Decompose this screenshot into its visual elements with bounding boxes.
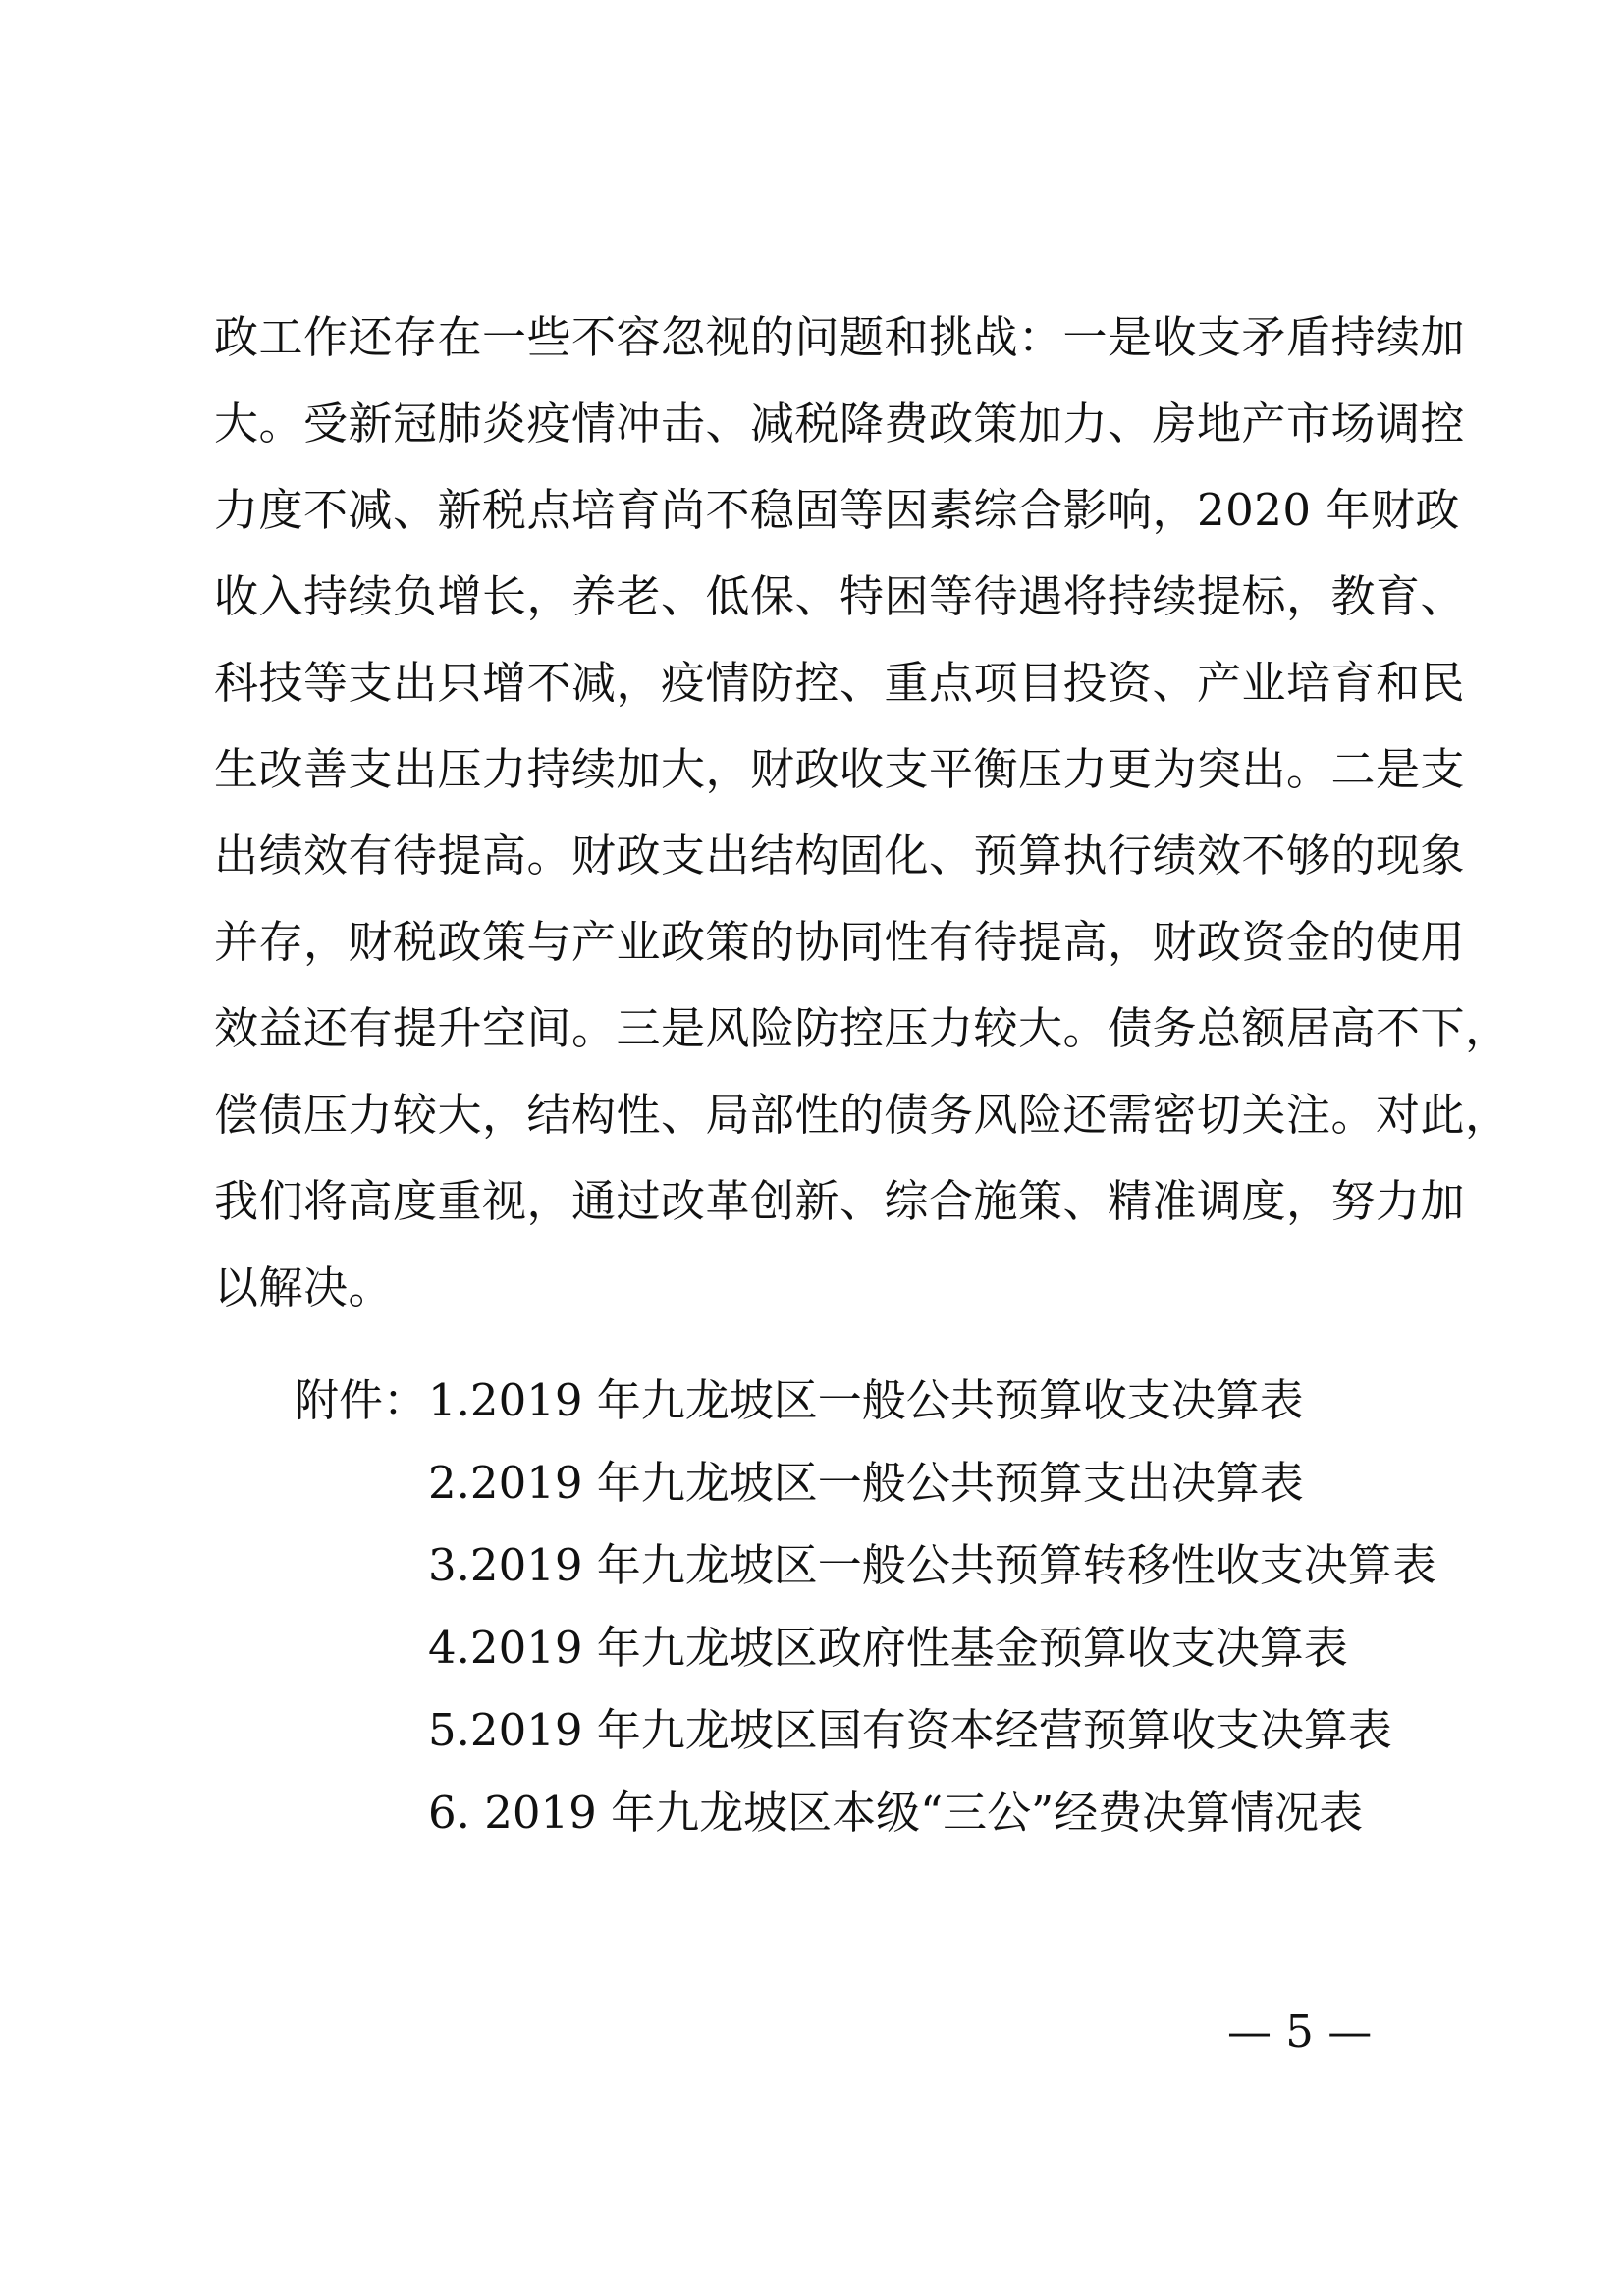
attachment-row [295,1442,1473,1524]
body-line: 收入持续负增长，养老、低保、特困等待遇将持续提标，教育、 [214,570,1466,622]
body-line: 生改善支出压力持续加大，财政收支平衡压力更为突出。二是支 [214,743,1466,795]
attachment-item: 3.2019 年九龙坡区一般公共预算转移性收支决算表 [428,1539,1436,1591]
body-line: 大。受新冠肺炎疫情冲击、减税降费政策加力、房地产市场调控 [214,398,1466,450]
body-line: 出绩效有待提高。财政支出结构固化、预算执行绩效不够的现象 [214,829,1466,881]
attachments-label: 附件： [295,1374,428,1426]
attachment-row [295,1607,1473,1689]
attachment-item: 6. 2019 年九龙坡区本级“三公”经费决算情况表 [428,1787,1364,1839]
attachment-item: 5.2019 年九龙坡区国有资本经营预算收支决算表 [428,1704,1392,1756]
attachment-item: 1.2019 年九龙坡区一般公共预算收支决算表 [428,1374,1304,1426]
body-line: 政工作还存在一些不容忽视的问题和挑战：一是收支矛盾持续加 [214,311,1466,363]
attachment-row [295,1360,1473,1442]
attachment-row [295,1524,1473,1607]
attachments-list [295,1360,1473,1854]
body-line: 我们将高度重视，通过改革创新、综合施策、精准调度，努力加 [214,1175,1466,1227]
body-line: 以解决。 [214,1261,394,1313]
body-line: 科技等支出只增不减，疫情防控、重点项目投资、产业培育和民 [214,657,1466,709]
body-line: 偿债压力较大，结构性、局部性的债务风险还需密切关注。对此， [214,1089,1510,1141]
page-number: — 5 — [1227,2005,1373,2057]
attachment-item: 2.2019 年九龙坡区一般公共预算支出决算表 [428,1457,1304,1509]
attachment-row [295,1772,1473,1854]
body-line: 力度不减、新税点培育尚不稳固等因素综合影响，2020 年财政 [214,484,1460,536]
body-paragraph [214,294,1510,1331]
body-line: 效益还有提升空间。三是风险防控压力较大。债务总额居高不下， [214,1002,1510,1054]
body-line: 并存，财税政策与产业政策的协同性有待提高，财政资金的使用 [214,916,1466,968]
attachment-item: 4.2019 年九龙坡区政府性基金预算收支决算表 [428,1622,1348,1674]
attachment-row [295,1689,1473,1772]
